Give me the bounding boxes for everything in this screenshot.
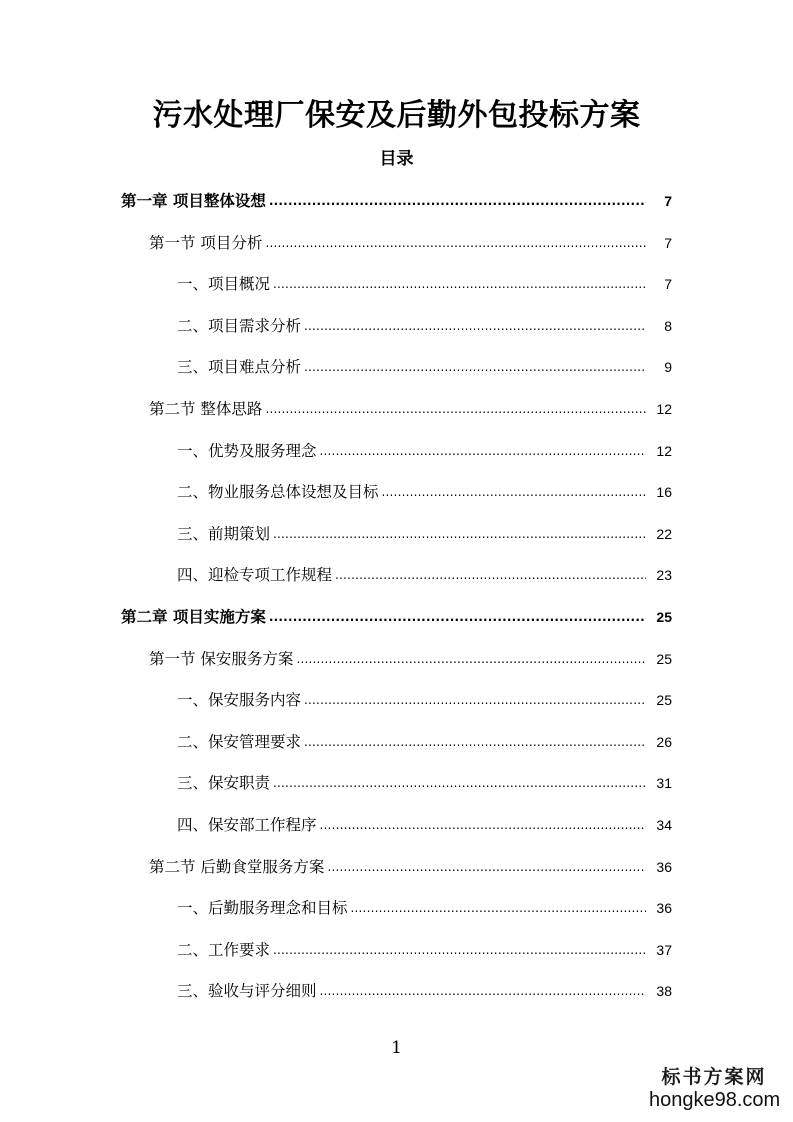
toc-entry-page: 26 [656, 733, 672, 750]
toc-entry-page: 7 [664, 234, 672, 251]
table-of-contents [0, 190, 793, 1022]
dot-leader [304, 731, 646, 753]
toc-entry[interactable] [0, 398, 793, 440]
toc-entry-page: 7 [664, 193, 672, 209]
toc-entry[interactable] [0, 440, 793, 482]
dot-leader [351, 897, 646, 919]
toc-entry-page: 36 [656, 858, 672, 875]
toc-entry-label: 第一节 保安服务方案 [149, 649, 294, 668]
toc-entry-page: 9 [664, 359, 672, 376]
toc-entry[interactable] [0, 523, 793, 565]
toc-entry-label: 三、验收与评分细则 [177, 982, 317, 1001]
toc-entry-page: 16 [656, 484, 672, 501]
toc-entry-label: 四、保安部工作程序 [177, 815, 317, 834]
toc-entry-label: 第二章 项目实施方案 [121, 606, 266, 626]
dot-leader [296, 648, 646, 670]
toc-entry[interactable] [0, 980, 793, 1022]
page-number: 1 [391, 1038, 402, 1058]
toc-entry[interactable] [0, 939, 793, 981]
toc-entry-label: 第二节 整体思路 [149, 399, 263, 418]
dot-leader [335, 564, 646, 586]
watermark-logo [649, 1066, 779, 1112]
toc-entry[interactable] [0, 814, 793, 856]
toc-entry-page: 36 [656, 900, 672, 917]
toc-entry[interactable] [0, 315, 793, 357]
dot-leader [269, 190, 646, 212]
toc-entry-page: 25 [656, 650, 672, 667]
toc-entry-label: 三、项目难点分析 [177, 358, 302, 377]
toc-entry[interactable] [0, 689, 793, 731]
toc-entry-page: 31 [656, 775, 672, 792]
toc-entry[interactable] [0, 731, 793, 773]
toc-entry[interactable] [0, 772, 793, 814]
dot-leader [273, 939, 646, 961]
toc-entry-page: 7 [664, 276, 672, 293]
toc-entry-label: 二、保安管理要求 [177, 732, 302, 751]
toc-entry-page: 8 [664, 317, 672, 334]
toc-entry[interactable] [0, 897, 793, 939]
toc-entry-label: 第一章 项目整体设想 [121, 191, 266, 210]
toc-entry[interactable] [0, 232, 793, 274]
toc-entry-label: 二、项目需求分析 [177, 316, 302, 335]
watermark-url: hongke98.com [649, 1089, 781, 1111]
dot-leader [273, 273, 646, 295]
toc-entry-label: 一、项目概况 [177, 275, 271, 294]
toc-entry-label: 三、前期策划 [177, 524, 271, 543]
watermark-site-name: 标书方案网 [661, 1066, 767, 1088]
dot-leader [265, 232, 646, 254]
toc-entry-page: 38 [656, 983, 672, 1000]
toc-entry[interactable] [0, 606, 793, 648]
toc-entry-page: 25 [656, 608, 672, 625]
dot-leader [382, 481, 646, 503]
toc-entry-page: 34 [656, 816, 672, 833]
toc-entry[interactable] [0, 856, 793, 898]
toc-entry[interactable] [0, 273, 793, 315]
toc-entry[interactable] [0, 481, 793, 523]
toc-entry-page: 12 [656, 400, 672, 417]
toc-entry-page: 25 [656, 692, 672, 709]
dot-leader [273, 523, 646, 545]
toc-entry[interactable] [0, 648, 793, 690]
toc-entry-page: 23 [656, 567, 672, 584]
dot-leader [304, 356, 646, 378]
toc-entry-label: 第一节 项目分析 [149, 233, 263, 252]
toc-entry-label: 一、保安服务内容 [177, 691, 302, 710]
toc-entry[interactable] [0, 564, 793, 606]
toc-entry-page: 12 [656, 442, 672, 459]
dot-leader [320, 980, 646, 1002]
dot-leader [273, 772, 646, 794]
dot-leader [304, 689, 646, 711]
toc-entry[interactable] [0, 356, 793, 398]
toc-entry-page: 37 [656, 941, 672, 958]
toc-entry-label: 二、工作要求 [177, 940, 271, 959]
dot-leader [265, 398, 646, 420]
dot-leader [327, 856, 646, 878]
toc-heading: 目录 [379, 149, 414, 169]
toc-entry-label: 二、物业服务总体设想及目标 [177, 483, 379, 502]
toc-entry-label: 四、迎检专项工作规程 [177, 566, 333, 585]
dot-leader [304, 315, 646, 337]
dot-leader [269, 606, 646, 628]
toc-entry-label: 第二节 后勤食堂服务方案 [149, 857, 325, 876]
document-title: 污水处理厂保安及后勤外包投标方案 [152, 98, 641, 133]
dot-leader [320, 440, 646, 462]
toc-entry[interactable] [0, 190, 793, 232]
toc-entry-label: 三、保安职责 [177, 774, 271, 793]
dot-leader [320, 814, 646, 836]
toc-entry-label: 一、后勤服务理念和目标 [177, 899, 348, 918]
toc-entry-page: 22 [656, 525, 672, 542]
toc-entry-label: 一、优势及服务理念 [177, 441, 317, 460]
